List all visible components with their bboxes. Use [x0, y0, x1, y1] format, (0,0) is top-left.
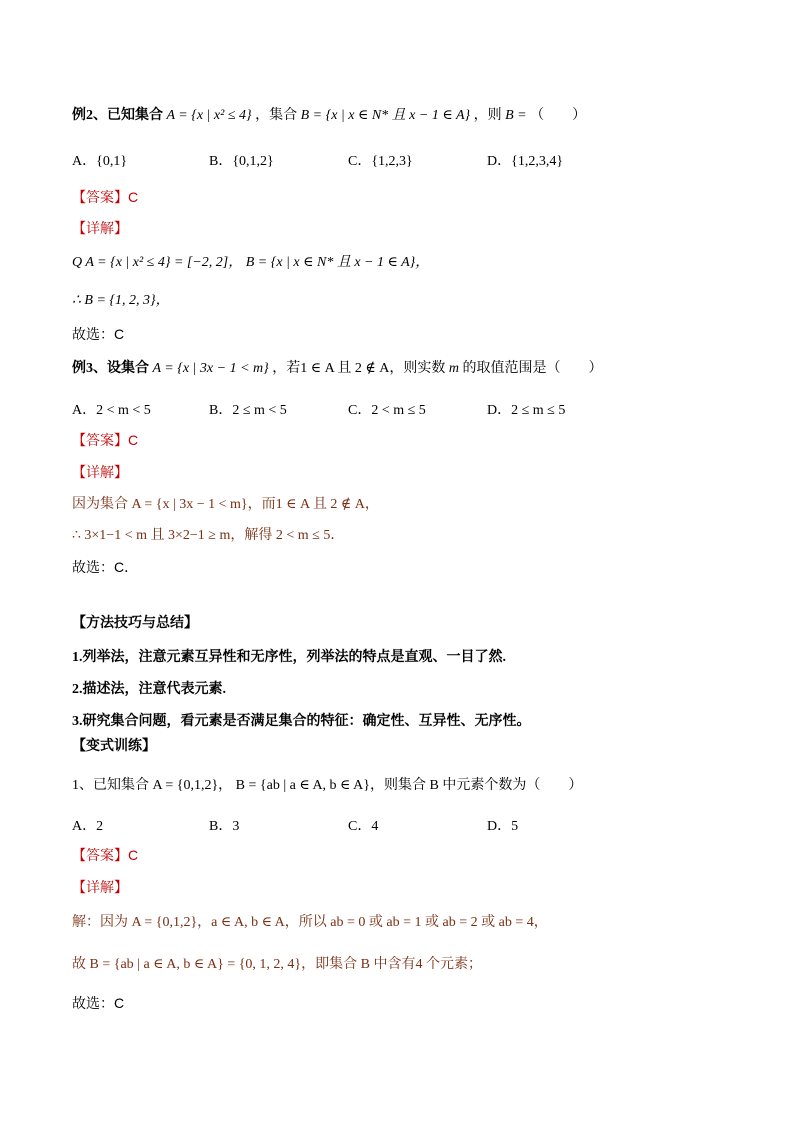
ex3-option-a: A．2 < m < 5 [72, 403, 151, 418]
practice-step2: 故 B = {ab | a ∈ A, b ∈ A} = {0, 1, 2, 4}，即集合 B 中含有4 个元素； [72, 957, 482, 972]
ex3-set-a: A = {x | 3x − 1 < m} [152, 361, 269, 376]
method-point-1: 1.列举法，注意元素互异性和无序性，列举法的特点是直观、一目了然. [72, 650, 506, 665]
ex3-option-b: B．2 ≤ m < 5 [209, 403, 287, 418]
ex3-option-d: D．2 ≤ m ≤ 5 [487, 403, 566, 418]
practice-heading: 【变式训练】 [72, 739, 156, 754]
ex3-tail: ，若1 ∈ A 且 2 ∉ A，则实数 [272, 361, 446, 376]
ex3-conclusion: 故选：C． [72, 559, 139, 575]
ex3-question [72, 360, 603, 378]
practice-conclusion: 故选：C [72, 995, 125, 1011]
ex2-option-a: A．{0,1} [72, 154, 128, 169]
ex3-step1: 因为集合 A = {x | 3x − 1 < m}，而1 ∈ A 且 2 ∉ A， [72, 497, 379, 512]
ex2-b-eq: B = [505, 108, 527, 123]
ex2-detail-label: 【详解】 [72, 220, 128, 236]
ex2-mid: ，集合 [255, 108, 298, 123]
practice-option-d: D．5 [487, 819, 519, 834]
method-point-2: 2.描述法，注意代表元素. [72, 682, 226, 697]
practice-option-c: C．4 [348, 819, 379, 834]
method-point-3: 3.研究集合问题，看元素是否满足集合的特征：确定性、互异性、无序性。 [72, 714, 531, 729]
ex3-option-c: C．2 < m ≤ 5 [348, 403, 426, 418]
ex2-tail: ，则 [473, 108, 502, 123]
practice-option-a: A．2 [72, 819, 104, 834]
practice-option-b: B．3 [209, 819, 240, 834]
practice-detail-label: 【详解】 [72, 879, 128, 895]
ex3-title: 例3、设集合 [72, 361, 149, 376]
ex2-option-b: B．{0,1,2} [209, 154, 274, 169]
ex2-set-a: A = {x | x² ≤ 4} [166, 108, 252, 123]
ex2-step1: Q A = {x | x² ≤ 4} = [−2, 2]， B = {x | x ∈ N* 且 x − 1 ∈ A}， [72, 255, 430, 270]
method-heading: 【方法技巧与总结】 [72, 616, 198, 631]
ex2-paren: （ ） [530, 108, 587, 123]
practice-q1: 1、已知集合 A = {0,1,2}， B = {ab | a ∈ A, b ∈ A}，则集合 B 中元素个数为（ ） [72, 778, 583, 793]
ex3-m-var: m [448, 361, 460, 376]
ex2-option-d: D．{1,2,3,4} [487, 154, 564, 169]
ex2-question [72, 107, 586, 125]
practice-answer: 【答案】C [72, 847, 139, 863]
ex2-answer: 【答案】C [72, 189, 139, 205]
ex2-set-b: B = {x | x ∈ N* 且 x − 1 ∈ A} [300, 108, 471, 123]
ex2-option-c: C．{1,2,3} [348, 154, 413, 169]
ex2-conclusion: 故选：C [72, 326, 125, 342]
ex3-detail-label: 【详解】 [72, 464, 128, 480]
ex2-title: 例2、已知集合 [72, 108, 163, 123]
practice-step1: 解：因为 A = {0,1,2}，a ∈ A, b ∈ A，所以 ab = 0 或 ab = 1 或 ab = 2 或 ab = 4， [72, 915, 548, 930]
ex3-tail2: 的取值范围是（ ） [462, 361, 603, 376]
ex3-answer: 【答案】C [72, 432, 139, 448]
ex2-step2: ∴ B = {1, 2, 3}， [72, 293, 170, 308]
ex3-step2: ∴ 3×1−1 < m 且 3×2−1 ≥ m，解得 2 < m ≤ 5． [72, 528, 345, 543]
